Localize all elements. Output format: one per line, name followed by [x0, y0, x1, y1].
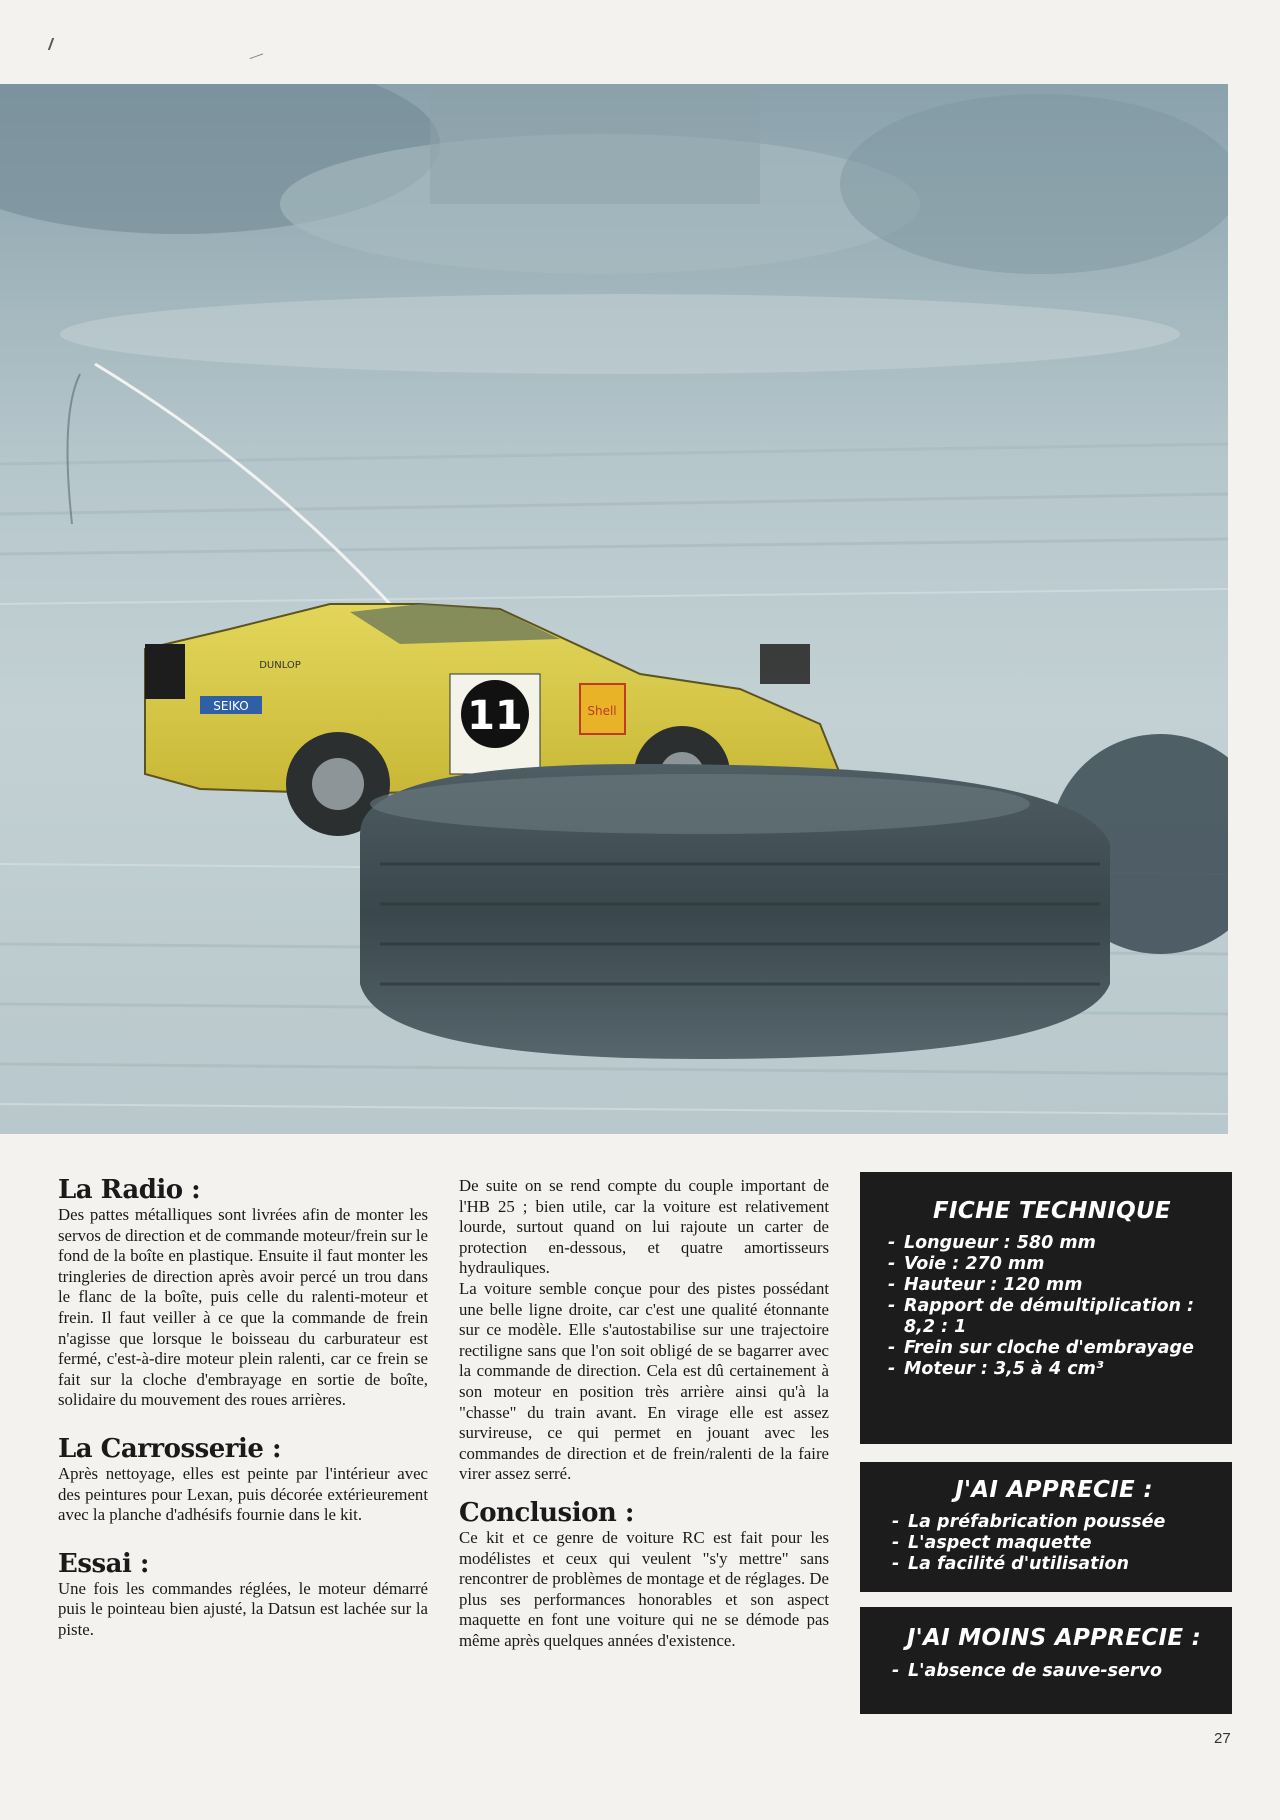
apprecie-list: [890, 1512, 1218, 1575]
apprecie-item: - La préfabrication poussée: [890, 1512, 1218, 1533]
moins-apprecie-box: [860, 1607, 1232, 1714]
apprecie-title: J'AI APPRECIE :: [955, 1477, 1153, 1503]
apprecie-item: - La facilité d'utilisation: [890, 1554, 1218, 1575]
moins-apprecie-title: J'AI MOINS APPRECIE :: [906, 1625, 1202, 1651]
seiko-decal: SEIKO: [213, 699, 249, 713]
paragraph-couple: De suite on se rend compte du couple important de l'HB 25 ; bien utile, car la voiture est relativement lourde, surtout quand on lui rajoute un carter de protection en-dessous, et quatre amortisseurs hydrauliques.: [459, 1176, 829, 1278]
paragraph-pistes: La voiture semble conçue pour des pistes possédant une belle ligne droite, car c'est une qualité étonnante sur ce modèle. Elle s'autostabilise sur une trajectoire rectiligne sans que l'on soit obligé de se bagarrer avec la commande de direction. Cela est dû certainement à son moteur en position très arrière ainsi qu'à la "chasse" du train avant. En virage elle est assez survireuse, ce qui permet en jouant avec les commandes de direction et de frein/ralenti de la faire virer assez serré.: [459, 1278, 829, 1484]
photo-illustration: [0, 84, 1228, 1134]
apprecie-box: [860, 1462, 1232, 1592]
paragraph-la-radio: Des pattes métalliques sont livrées afin de monter les servos de direction et de commande moteur/frein sur le fond de la boîte en plastique. Ensuite il faut monter les tringleries de direction après avoir percé un trou dans le flanc de la boîte, puis celle du ralenti-moteur et frein. Il faut veiller à ce que la commande de frein n'agisse que lorsque le boisseau du carburateur est fermé, c'est-à-dire moteur plein ralenti, car ce frein se fait sur la cloche d'embrayage en sortie de boîte, solidaire du mouvement des roues arrières.: [58, 1205, 428, 1410]
paragraph-conclusion: Ce kit et ce genre de voiture RC est fait pour les modélistes et ceux qui veulent "s'y mettre" sans rencontrer de problèmes de montage et de réglages. De plus ses performances honorables et son aspect maquette en font une voiture qui ne se démode pas même après quelques années d'existence.: [459, 1527, 829, 1650]
fiche-technique-list: [886, 1233, 1218, 1380]
text-column-1: [58, 1176, 428, 1641]
moins-apprecie-item: - L'absence de sauve-servo: [890, 1661, 1218, 1682]
fiche-technique-box: [860, 1172, 1232, 1444]
page-number: 27: [1214, 1730, 1231, 1747]
moins-apprecie-list: [890, 1661, 1218, 1682]
spec-item: - Longueur : 580 mm: [886, 1233, 1218, 1254]
heading-la-carrosserie: La Carrosserie :: [58, 1433, 282, 1464]
shell-decal: Shell: [587, 704, 617, 718]
heading-la-radio: La Radio :: [58, 1175, 201, 1205]
spec-item: - Frein sur cloche d'embrayage: [886, 1338, 1218, 1359]
spec-item: - Moteur : 3,5 à 4 cm³: [886, 1359, 1218, 1380]
spec-item: - Voie : 270 mm: [886, 1254, 1218, 1275]
spec-item: - Hauteur : 120 mm: [886, 1275, 1218, 1296]
rc-car-photo: [0, 84, 1228, 1134]
scan-mark: [48, 38, 62, 50]
dunlop-decal: DUNLOP: [259, 660, 301, 671]
text-column-2: [459, 1176, 829, 1651]
fiche-technique-title: FICHE TECHNIQUE: [933, 1198, 1171, 1224]
heading-conclusion: Conclusion :: [459, 1497, 634, 1528]
spec-item: - Rapport de démultiplication : 8,2 : 1: [886, 1296, 1218, 1338]
paragraph-la-carrosserie: Après nettoyage, elles est peinte par l'intérieur avec des peintures pour Lexan, puis décorée extérieurement avec la planche d'adhésifs fournie dans le kit.: [58, 1463, 428, 1525]
car-number: 11: [467, 693, 523, 739]
apprecie-item: - L'aspect maquette: [890, 1533, 1218, 1554]
paragraph-essai: Une fois les commandes réglées, le moteur démarré puis le pointeau bien ajusté, la Datsun est lachée sur la piste.: [58, 1578, 428, 1639]
scan-mark: [247, 46, 263, 59]
heading-essai: Essai :: [58, 1548, 149, 1579]
